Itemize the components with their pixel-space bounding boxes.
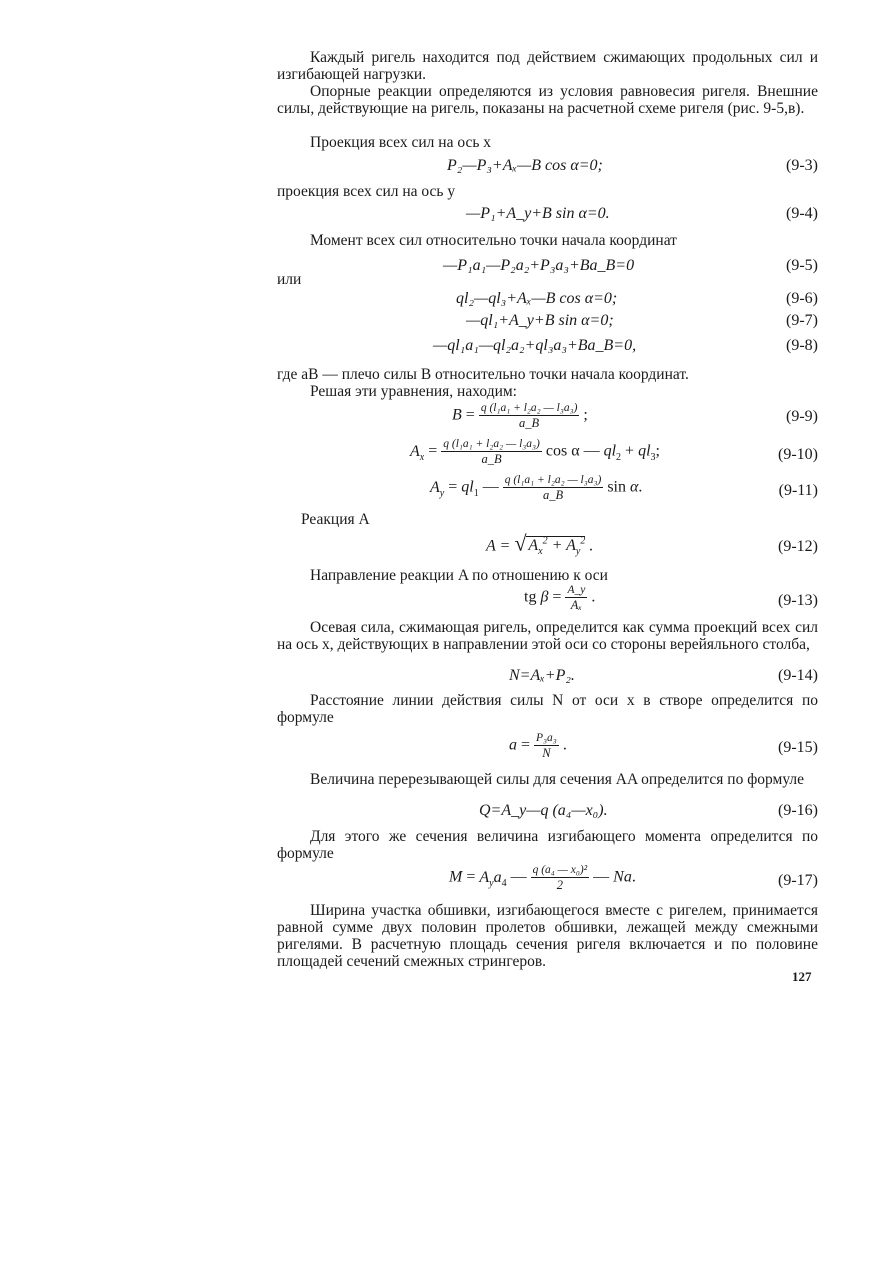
equation-9-9: B = $\frac{\text{q (l₁a₁ + l₂a₂ — l₃a₃)}}{a\_B}$ ;: [452, 402, 588, 430]
equation-number: (9-17): [778, 872, 818, 889]
paragraph: Величина перерезывающей силы для сечения AA определится по формуле: [310, 771, 805, 788]
equation-number: (9-12): [778, 538, 818, 555]
fraction: $\frac{\text{q (l₁a₁ + l₂a₂ — l₃a₃)}}{a\_B}$: [480, 402, 578, 430]
equation-number: (9-9): [786, 408, 818, 425]
equation-9-6: ql₂—ql₃+Aₓ—B cos α=0;: [456, 290, 618, 307]
fraction: $\frac{\text{q (a₄ — x₀)²}}{2}$: [532, 864, 588, 892]
page-number: 127: [792, 969, 812, 984]
equation-9-16: Q=A_y—q (a₄—x₀).: [479, 802, 608, 819]
paragraph: Ширина участка обшивки, изгибающегося вместе с ригелем, принимается равной сумме двух половин пролетов обшивки, лежащей между смежными ригелями. В расчетную площадь сечения ригеля включается и по половине площадей сечений смежных стрингеров.: [277, 902, 818, 970]
equation-number: (9-5): [786, 257, 818, 274]
equation-9-11: $A_y = ql_1$ — $\frac{\text{q (l₁a₁ + l₂a₂ — l₃a₃)}}{a\_B}$ sin α.: [430, 474, 643, 502]
equation-9-4: —P₁+A_y+B sin α=0.: [466, 205, 610, 222]
fraction: $\frac{\text{q (l₁a₁ + l₂a₂ — l₃a₃)}}{a\_B}$: [443, 438, 540, 466]
equation-9-10: $A_x$ = $\frac{\text{q (l₁a₁ + l₂a₂ — l₃a₃)}}{a\_B}$ cos α — $ql_2 + ql_3$;: [410, 438, 660, 466]
paragraph: где aB — плечо силы B относительно точки начала координат.: [277, 366, 689, 383]
paragraph: Каждый ригель находится под действием сжимающих продольных сил и изгибающей нагрузки.: [277, 49, 818, 83]
equation-9-12: A = √ $A_x^2 + A_y^2$ .: [486, 530, 594, 558]
paragraph: Осевая сила, сжимающая ригель, определится как сумма проекций всех сил на ось x, действующих в направлении этой оси со стороны верейяльного столба,: [277, 619, 818, 653]
equation-number: (9-15): [778, 739, 818, 756]
equation-9-5: —P₁a₁—P₂a₂+P₃a₃+Ba_B=0: [443, 257, 635, 274]
paragraph: Расстояние линии действия силы N от оси x в створе определится по формуле: [277, 692, 818, 726]
equation-9-3: P₂—P₃+Aₓ—B cos α=0;: [447, 157, 603, 174]
fraction: $\frac{\text{q (l₁a₁ + l₂a₂ — l₃a₃)}}{a\_B}$: [504, 474, 602, 502]
equation-9-15: a = $\frac{\text{P₃a₃}}{N}$ .: [509, 732, 567, 760]
equation-9-17: $M = A_ya_4$ — $\frac{\text{q (a₄ — x₀)²}}{2}$ — Na.: [449, 864, 636, 892]
equation-number: (9-10): [778, 446, 818, 463]
radical-sign: √: [514, 530, 527, 556]
paragraph: Реакция A: [301, 511, 370, 528]
equation-9-13: tg β = $\frac{A\_y}{\text{Aₓ}}$ .: [524, 584, 596, 612]
paragraph: Опорные реакции определяются из условия равновесия ригеля. Внешние силы, действующие на ригель, показаны на расчетной схеме ригеля (рис. 9-5,в).: [277, 83, 818, 117]
paragraph: Решая эти уравнения, находим:: [310, 383, 517, 400]
equation-number: (9-6): [786, 290, 818, 307]
paragraph: проекция всех сил на ось y: [277, 183, 456, 200]
equation-number: (9-14): [778, 667, 818, 684]
paragraph: Направление реакции A по отношению к оси: [310, 567, 608, 584]
equation-number: (9-11): [778, 482, 818, 499]
paragraph: Для этого же сечения величина изгибающего момента определится по формуле: [277, 828, 818, 862]
equation-9-14: N=Aₓ+P₂.: [509, 667, 575, 684]
paragraph: или: [277, 271, 302, 288]
equation-number: (9-16): [778, 802, 818, 819]
paragraph: Проекция всех сил на ось x: [310, 134, 492, 151]
equation-number: (9-3): [786, 157, 818, 174]
equation-number: (9-8): [786, 337, 818, 354]
paragraph: Момент всех сил относительно точки начала координат: [310, 232, 677, 249]
equation-number: (9-4): [786, 205, 818, 222]
equation-9-7: —ql₁+A_y+B sin α=0;: [466, 312, 614, 329]
fraction: $\frac{\text{P₃a₃}}{N}$: [536, 732, 557, 760]
equation-number: (9-13): [778, 592, 818, 609]
equation-number: (9-7): [786, 312, 818, 329]
equation-9-8: —ql₁a₁—ql₂a₂+ql₃a₃+Ba_B=0,: [433, 337, 637, 354]
fraction: $\frac{A\_y}{\text{Aₓ}}$: [567, 584, 586, 612]
